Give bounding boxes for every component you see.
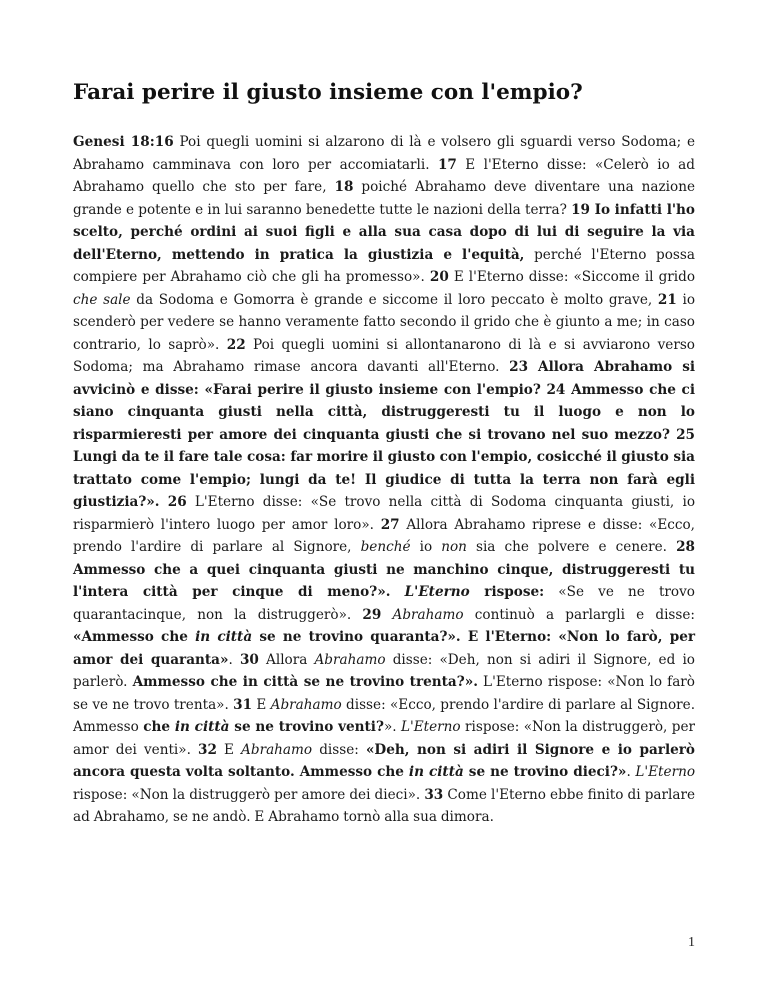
text-run: E — [216, 741, 242, 758]
text-run: io scenderò per vedere se hanno veramente fatto secondo il grido che è giunto a me; in caso contrario, lo saprò». — [73, 291, 696, 353]
text-run: disse: — [312, 741, 366, 758]
text-run: in città — [408, 764, 464, 780]
text-run: se ne trovino dieci?» — [463, 764, 627, 780]
text-run: se ne trovino quaranta?». E l'Eterno: «Non lo farò, per amor dei quaranta» — [73, 629, 696, 668]
text-run: 30 — [239, 651, 259, 668]
text-run: rispose: — [469, 584, 545, 600]
text-run: se ne trovino venti? — [229, 719, 384, 735]
text-run: «Ammesso che — [73, 629, 196, 645]
text-run: L'Eterno — [404, 584, 470, 600]
text-run: che — [143, 719, 175, 735]
text-run: rispose: «Non la distruggerò, per amor dei venti». — [73, 719, 695, 758]
text-run: Abrahamo — [270, 696, 342, 713]
text-run: disse: «Deh, non si adiri il Signore, ed io parlerò. — [73, 651, 695, 690]
page-title: Farai perire il giusto insieme con l'empio? — [73, 80, 583, 105]
text-run: 28 Ammesso che a quei cinquanta giusti ne manchino cinque, distruggeresti tu l'intera città per cinque di meno?». — [73, 539, 695, 600]
text-run: 23 Allora Abrahamo si avvicinò e disse: «Farai perire il giusto insieme con l'empio? 24 Ammesso che ci siano cinquanta giusti nella città, distruggeresti tu il luogo e non lo risparmieresti per amore dei cinquanta giusti che si trovano nel suo mezzo? 25 Lungi da te il fare tale cosa: far morire il giusto con l'empio, cosicché il giusto sia trattato come l'empio; lungi da te! Il giudice di tutta la terra non farà egli giustizia?». — [73, 359, 696, 510]
text-run: E — [252, 696, 271, 713]
text-run: 21 — [657, 291, 677, 308]
text-run: L'Eterno disse: «Se trovo nella città di Sodoma cinquanta giusti, io risparmierò l'intero luogo per amor loro». — [73, 494, 696, 533]
document-page — [73, 80, 695, 829]
text-run: E l'Eterno disse: «Siccome il grido — [448, 269, 695, 285]
text-run: 29 — [362, 606, 382, 623]
text-run: 19 Io infatti l'ho scelto, perché ordini ai suoi figli e alla sua casa dopo di lui di seguire la via dell'Eterno, mettendo in pratica la giustizia e l'equità, — [73, 201, 695, 263]
text-run: L'Eterno — [400, 719, 461, 735]
text-run: 32 — [198, 741, 217, 758]
text-run: «Se ve ne trovo quarantacinque, non la distruggerò». — [73, 584, 695, 623]
text-run: continuò a parlargli e disse: — [463, 606, 695, 623]
text-run: da Sodoma e Gomorra è grande e siccome il loro peccato è molto grave, — [130, 291, 658, 308]
text-run: Abrahamo — [314, 651, 386, 668]
text-run: Come l'Eterno ebbe finito di parlare ad Abrahamo, se ne andò. E Abrahamo tornò alla sua dimora. — [73, 786, 695, 825]
text-run: sia che polvere e cenere. — [466, 539, 677, 555]
text-run: non — [441, 539, 467, 555]
text-run: che sale — [73, 291, 131, 308]
text-run: 27 — [380, 516, 400, 533]
text-run: in città — [174, 719, 230, 735]
text-run: 22 — [226, 336, 246, 353]
text-run: Ammesso che in città se ne trovino trenta?». — [132, 674, 478, 690]
text-run: Poi quegli uomini si alzarono di là e volsero gli sguardi verso Sodoma; e Abrahamo camminava con loro per accomiatarli. — [73, 134, 695, 173]
text-run — [390, 584, 404, 600]
text-run: Allora Abrahamo riprese e disse: «Ecco, prendo l'ardire di parlare al Signore, — [73, 516, 695, 555]
text-run: L'Eterno — [635, 764, 696, 780]
text-run: disse: «Ecco, prendo l'ardire di parlare al Signore. Ammesso — [73, 696, 696, 735]
text-run: Genesi 18:16 — [73, 134, 174, 150]
scripture-paragraph — [73, 131, 695, 829]
text-run: perché l'Eterno possa compiere per Abrahamo ciò che gli ha promesso». — [73, 246, 695, 285]
text-run: 31 — [233, 696, 253, 713]
text-run: benché — [360, 539, 411, 555]
text-run: «Deh, non si adiri il Signore e io parlerò ancora questa volta soltanto. Ammesso che — [73, 741, 695, 780]
text-run — [381, 607, 392, 623]
text-run: 26 — [167, 494, 187, 510]
text-run: io — [410, 539, 442, 555]
text-run: ». — [383, 719, 401, 735]
text-run: poiché Abrahamo deve diventare una nazione grande e potente e in lui saranno benedette tutte le nazioni della terra? — [73, 179, 696, 218]
text-run: E l'Eterno disse: «Celerò io ad Abrahamo quello che sto per fare, — [73, 156, 695, 195]
text-run — [160, 494, 168, 510]
text-run: Allora — [258, 651, 315, 668]
text-run: 18 — [334, 179, 354, 195]
text-run: in città — [195, 629, 253, 645]
text-run: 33 — [424, 786, 444, 803]
page-number: 1 — [688, 935, 695, 950]
text-run: Abrahamo — [392, 606, 464, 623]
text-run: Abrahamo — [241, 741, 313, 758]
text-run: . — [626, 764, 636, 780]
text-run: rispose: «Non la distruggerò per amore dei dieci». — [73, 786, 425, 803]
text-run: . — [228, 651, 240, 668]
text-run: Poi quegli uomini si allontanarono di là e si avviarono verso Sodoma; ma Abrahamo rimase ancora davanti all'Eterno. — [73, 336, 695, 375]
text-run: 17 — [437, 156, 457, 173]
text-run: L'Eterno rispose: «Non lo farò se ve ne trovo trenta». — [73, 674, 695, 713]
text-run: 20 — [429, 269, 449, 285]
